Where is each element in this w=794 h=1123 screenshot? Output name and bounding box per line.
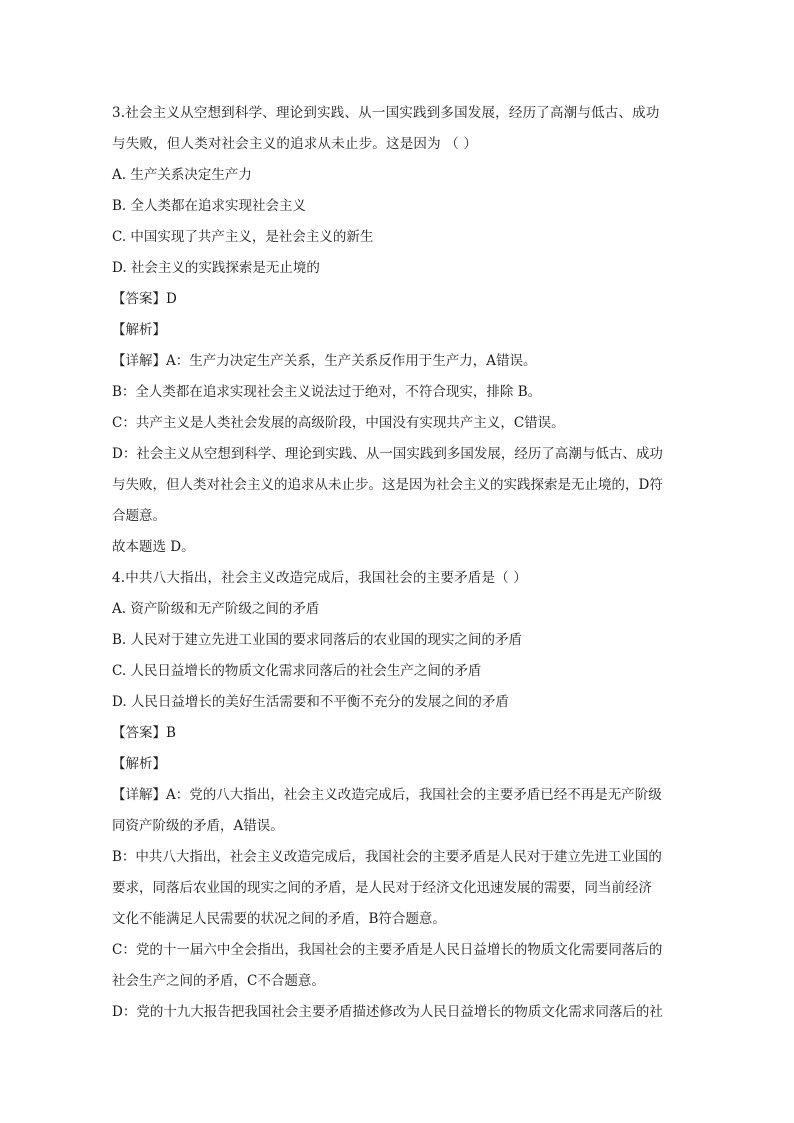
- question-3-detail-line-2: B：全人类都在追求实现社会主义说法过于绝对，不符合现实，排除 B。: [112, 384, 542, 400]
- question-4-option-c: C. 人民日益增长的物质文化需求同落后的社会生产之间的矛盾: [112, 663, 482, 679]
- document-page: [112, 98, 684, 1028]
- question-3-stem-line-2: 与失败，但人类对社会主义的追求从未止步。这是因为 （ ）: [112, 136, 478, 152]
- question-4-detail-line-1: 【详解】A：党的八大指出，社会主义改造完成后，我国社会的主要矛盾已经不再是无产阶级: [112, 787, 662, 803]
- question-3-option-b: B. 全人类都在追求实现社会主义: [112, 198, 307, 214]
- question-4-detail-line-3: B：中共八大指出，社会主义改造完成后，我国社会的主要矛盾是人民对于建立先进工业国的: [112, 849, 662, 865]
- question-4-detail-line-2: 同资产阶级的矛盾，A错误。: [112, 818, 284, 834]
- question-3-detail-line-4: D：社会主义从空想到科学、理论到实践、从一国实践到多国发展，经历了高潮与低古、成功: [112, 446, 663, 462]
- question-3-analysis-label: 【解析】: [112, 322, 166, 338]
- question-3-answer: 【答案】D: [112, 291, 177, 307]
- question-4-option-b: B. 人民对于建立先进工业国的要求同落后的农业国的现实之间的矛盾: [112, 632, 523, 648]
- question-4-detail-line-4: 要求，同落后农业国的现实之间的矛盾，是人民对于经济文化迅速发展的需要，同当前经济: [112, 880, 652, 896]
- question-3-detail-line-1: 【详解】A：生产力决定生产关系，生产关系反作用于生产力，A错误。: [112, 353, 537, 369]
- question-3-conclusion: 故本题选 D。: [112, 539, 195, 555]
- question-3-detail-line-6: 合题意。: [112, 508, 166, 524]
- question-3-option-d: D. 社会主义的实践探索是无止境的: [112, 260, 320, 276]
- question-3-option-c: C. 中国实现了共产主义，是社会主义的新生: [112, 229, 374, 245]
- question-4-option-d: D. 人民日益增长的美好生活需要和不平衡不充分的发展之间的矛盾: [112, 694, 509, 710]
- question-4-detail-line-6: C：党的十一届六中全会指出，我国社会的主要矛盾是人民日益增长的物质文化需要同落后的: [112, 942, 663, 958]
- question-3-stem-line-1: 3.社会主义从空想到科学、理论到实践、从一国实践到多国发展，经历了高潮与低古、成功: [112, 105, 660, 121]
- question-4-detail-line-8: D：党的十九大报告把我国社会主要矛盾描述修改为人民日益增长的物质文化需求同落后的社: [112, 1004, 663, 1020]
- question-3-detail-line-5: 与失败，但人类对社会主义的追求从未止步。这是因为社会主义的实践探索是无止境的，D符: [112, 477, 663, 493]
- question-4-option-a: A. 资产阶级和无产阶级之间的矛盾: [112, 601, 320, 617]
- question-3-detail-line-3: C：共产主义是人类社会发展的高级阶段，中国没有实现共产主义，C错误。: [112, 415, 565, 431]
- question-4-stem-line-1: 4.中共八大指出，社会主义改造完成后，我国社会的主要矛盾是（ ）: [112, 570, 528, 586]
- question-4-detail-line-5: 文化不能满足人民需要的状况之间的矛盾，B符合题意。: [112, 911, 446, 927]
- question-4-detail-line-7: 社会生产之间的矛盾，C不合题意。: [112, 973, 325, 989]
- question-4-analysis-label: 【解析】: [112, 756, 166, 772]
- question-4-answer: 【答案】B: [112, 725, 176, 741]
- question-3-option-a: A. 生产关系决定生产力: [112, 167, 252, 183]
